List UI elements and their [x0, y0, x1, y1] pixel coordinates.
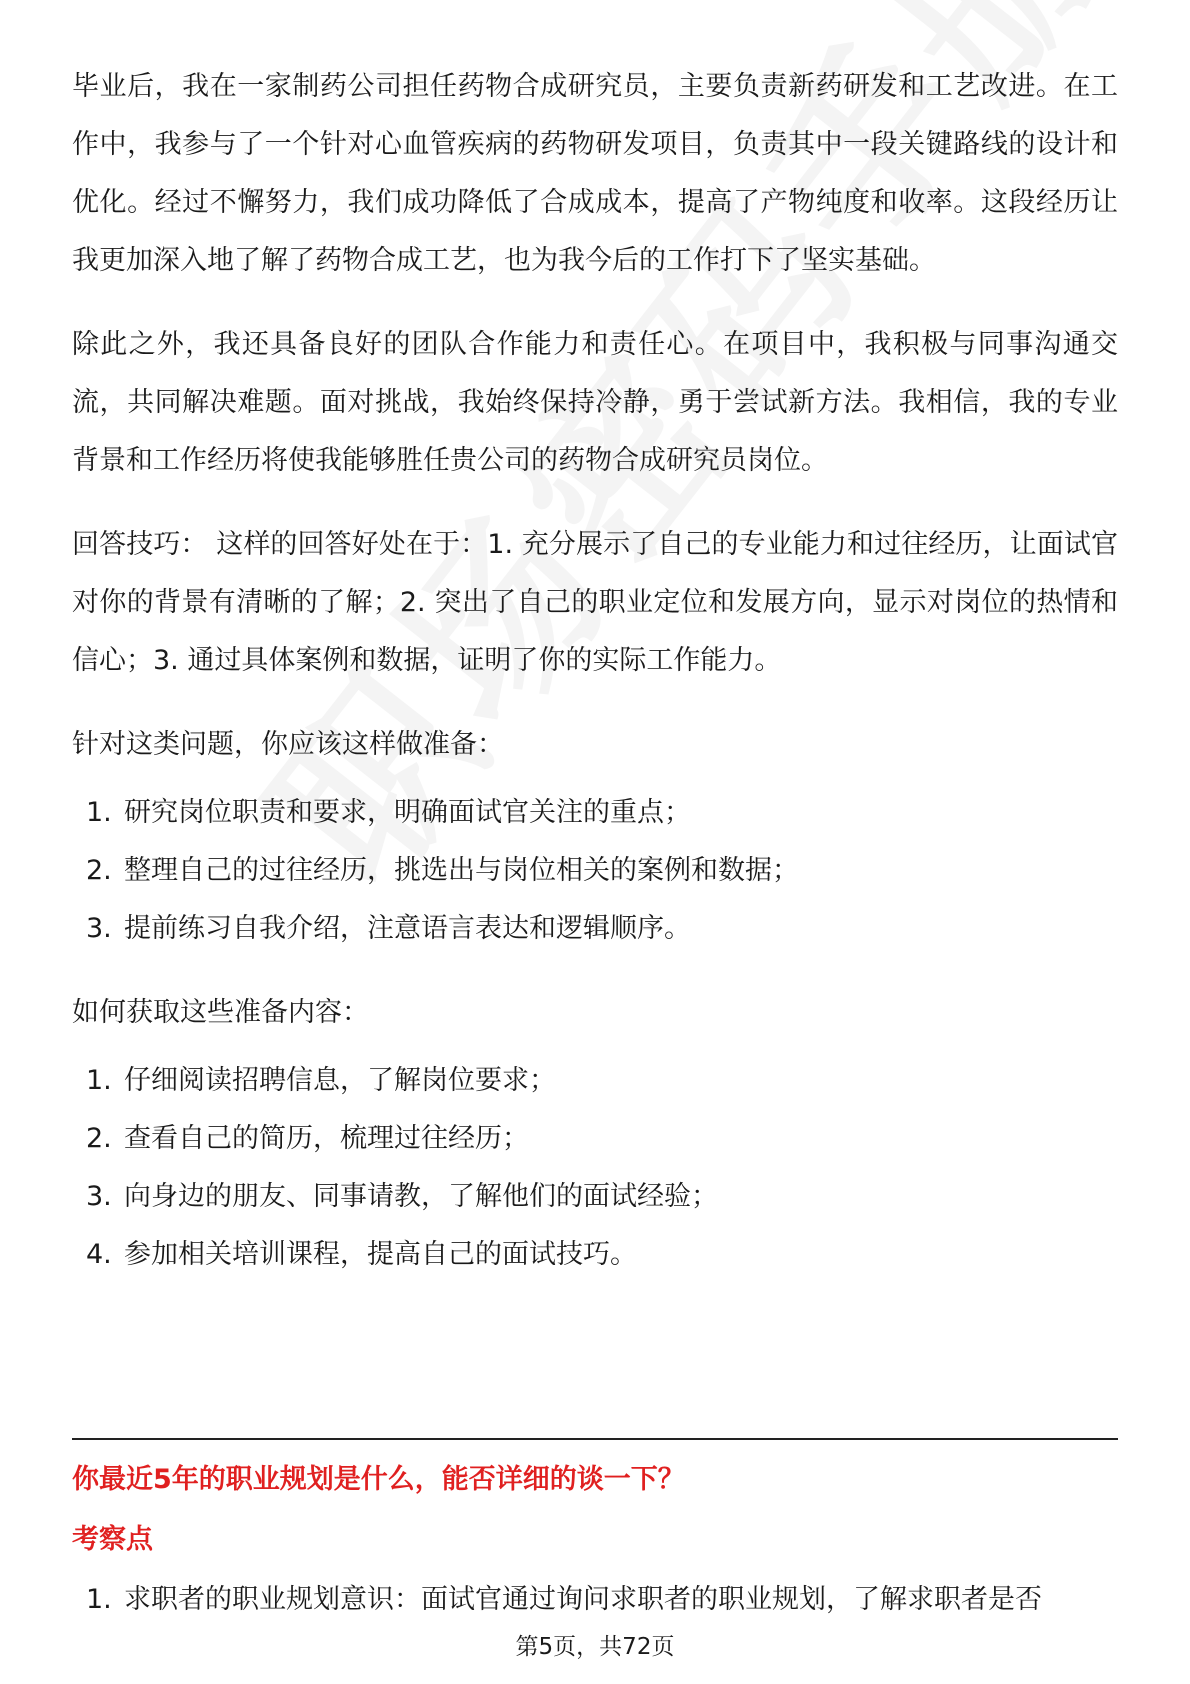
source-list	[72, 1052, 1118, 1284]
list-item: 2. 查看自己的简历，梳理过往经历；	[86, 1123, 529, 1154]
list-item: 4. 参加相关培训课程，提高自己的面试技巧。	[86, 1239, 637, 1270]
list-item: 3. 向身边的朋友、同事请教，了解他们的面试经验；	[86, 1181, 718, 1212]
paragraph-teamwork: 除此之外，我还具备良好的团队合作能力和责任心。在项目中，我积极与同事沟通交流，共同解决难题。面对挑战，我始终保持冷静，勇于尝试新方法。我相信，我的专业背景和工作经历将使我能够胜任贵公司的药物合成研究员岗位。	[72, 329, 1118, 476]
list-item: 1. 仔细阅读招聘信息，了解岗位要求；	[86, 1065, 556, 1096]
list-item: 1. 求职者的职业规划意识：面试官通过询问求职者的职业规划，了解求职者是否	[86, 1584, 1042, 1615]
paragraph-prep-intro: 针对这类问题，你应该这样做准备：	[72, 729, 504, 760]
question-heading: 你最近5年的职业规划是什么，能否详细的谈一下？	[72, 1464, 685, 1495]
subheading-focus: 考察点	[72, 1524, 153, 1555]
list-item: 1. 研究岗位职责和要求，明确面试官关注的重点；	[86, 797, 691, 828]
source-heading: 如何获取这些准备内容：	[72, 997, 369, 1028]
page-footer: 第5页，共72页	[515, 1634, 675, 1660]
paragraph-answer-tips: 回答技巧： 这样的回答好处在于：1. 充分展示了自己的专业能力和过往经历，让面试官对你的背景有清晰的了解；2. 突出了自己的职业定位和发展方向，显示对岗位的热情和信心；3. 通过具体案例和数据，证明了你的实际工作能力。	[72, 529, 1118, 676]
list-item: 3. 提前练习自我介绍，注意语言表达和逻辑顺序。	[86, 913, 691, 944]
list-item: 2. 整理自己的过往经历，挑选出与岗位相关的案例和数据；	[86, 855, 799, 886]
document-body	[72, 58, 1118, 1310]
paragraph-experience: 毕业后，我在一家制药公司担任药物合成研究员，主要负责新药研发和工艺改进。在工作中，我参与了一个针对心血管疾病的药物研发项目，负责其中一段关键路线的设计和优化。经过不懈努力，我们成功降低了合成成本，提高了产物纯度和收率。这段经历让我更加深入地了解了药物合成工艺，也为我今后的工作打下了坚实基础。	[72, 71, 1118, 276]
prep-list	[72, 784, 1118, 958]
section-divider	[72, 1438, 1118, 1440]
